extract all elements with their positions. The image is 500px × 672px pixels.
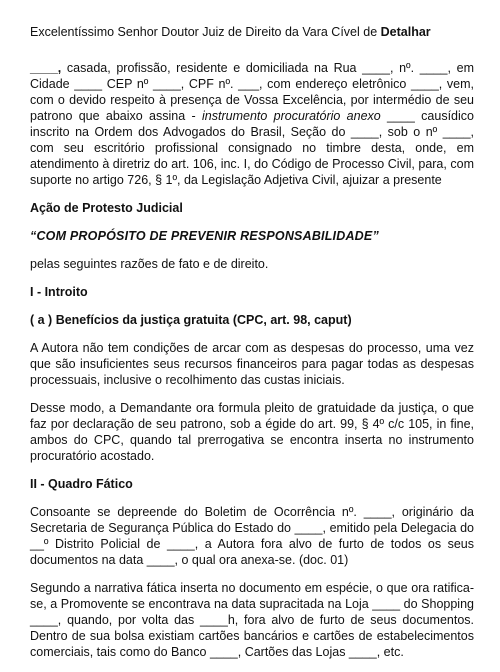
purpose-heading: “COM PROPÓSITO DE PREVENIR RESPONSABILIDADE” [30,229,379,243]
introito-paragraph-2: Desse modo, a Demandante ora formula pleito de gratuidade da justiça, o que faz por declaração de seu patrono, sob a égide do art. 99, § 4º c/c 105, in fine, ambos do CPC, quando tal prerrogativa se encontra inserta no instrumento procuratório acostado. [30,401,474,463]
intro-italic: instrumento procuratório anexo [195,109,388,123]
intro-paragraph [30,60,474,188]
section-facts-title: II - Quadro Fático [30,477,133,491]
facts-paragraph-1: Consoante se depreende do Boletim de Ocorrência nº. ____, originário da Secretaria de Segurança Pública do Estado do ____, emitido pela Delegacia do __º Distrito Policial de ____, a Autora fora alvo de furto de todos os seus documentos na data ____, o qual ora anexa-se. (doc. 01) [30,505,474,567]
action-title: Ação de Protesto Judicial [30,201,183,215]
introito-paragraph-1: A Autora não tem condições de arcar com as despesas do processo, uma vez que são insuficientes seus recursos financeiros para pagar todas as despesas processuais, inclusive o recolhimento das custas iniciais. [30,341,474,387]
court-address-text: Excelentíssimo Senhor Doutor Juiz de Direito da Vara Cível de [30,25,381,39]
intro-text-1: casada, profissão, residente e domiciliada na Rua ____, nº. ____, em Cidade ____ CEP nº ____, CPF nº. ___, com endereço eletrônico ____, vem, com o devido respeito à presença de Vossa Excelência, por intermédio de seu patrono que abaixo assina - [30,61,474,123]
section-introito-title: I - Introito [30,285,88,299]
reasons-text: pelas seguintes razões de fato e de direito. [30,257,269,271]
intro-bold-start: ____, [30,61,62,75]
facts-paragraph-2: Segundo a narrativa fática inserta no documento em espécie, o que ora ratifica-se, a Promovente se encontrava na data supracitada na Loja ____ do Shopping ____, quando, por volta das ____h, fora alvo de furto de seus documentos. Dentro de sua bolsa existiam cartões bancários e cartões de estabelecimentos comerciais, tais como do Banco ____, Cartões das Lojas ____, etc. [30,581,474,659]
court-address [30,24,474,40]
court-address-bold: Detalhar [380,25,431,39]
document-page [30,24,474,672]
justice-benefits-subtitle: ( a ) Benefícios da justiça gratuita (CPC, art. 98, caput) [30,313,352,327]
intro-text-2: ____ causídico inscrito na Ordem dos Advogados do Brasil, Seção do ____, sob o nº ____, com seu escritório profissional consignado no timbre desta, onde, em atendimento à diretriz do art. 106, inc. I, do Código de Processo Civil, para, com suporte no artigo 726, § 1º, da Legislação Adjetiva Civil, ajuizar a presente [30,109,474,187]
